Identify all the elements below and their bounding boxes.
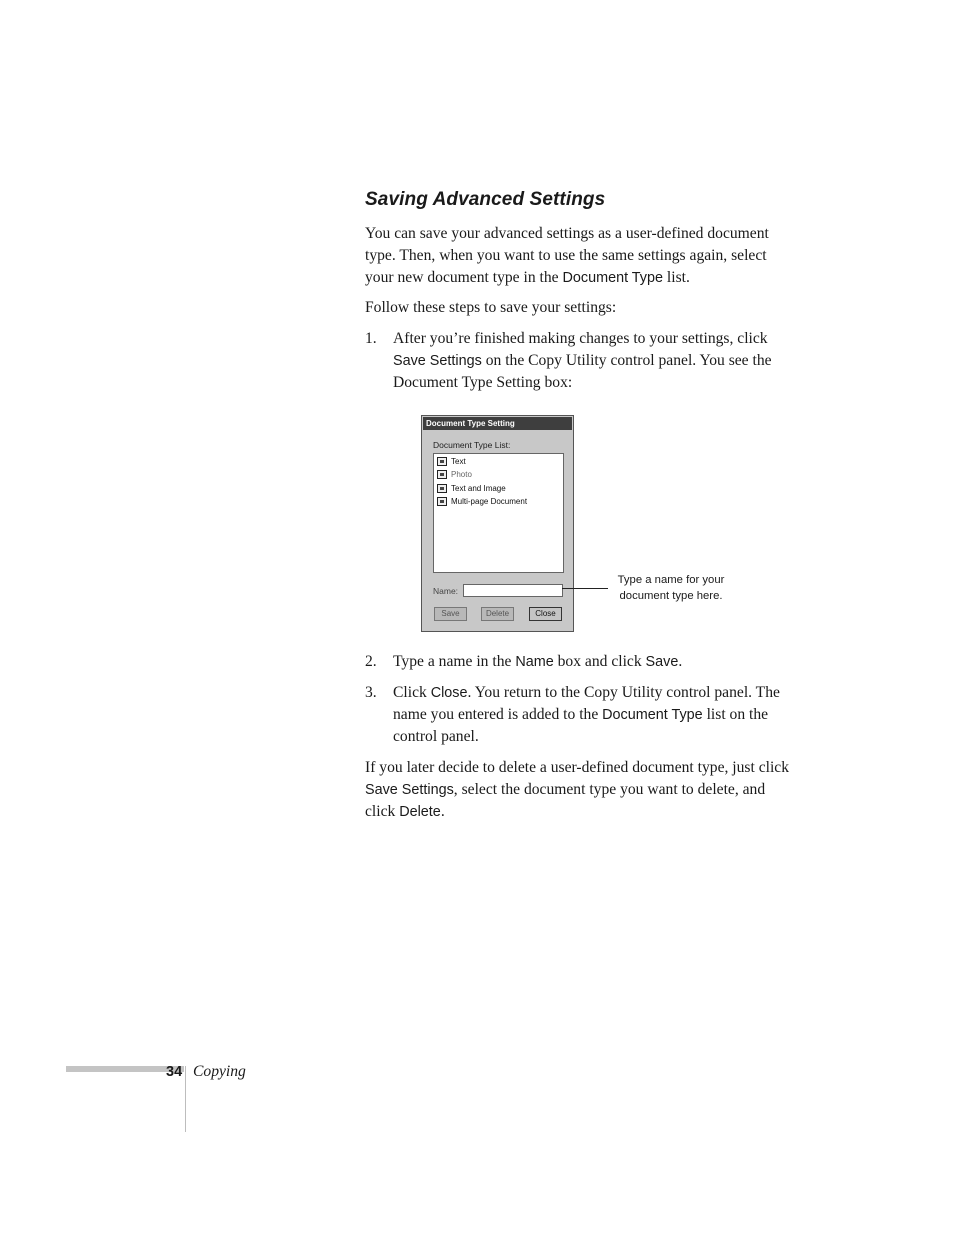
page-number: 34 [166, 1064, 183, 1080]
step-number: 1. [365, 330, 377, 347]
callout-leader-line [562, 588, 608, 589]
list-item-text-and-image[interactable]: Text and Image [437, 484, 506, 496]
list-item-multi-page[interactable]: Multi-page Document [437, 497, 527, 509]
document-type-setting-dialog [421, 415, 574, 632]
document-type-ui-term: Document Type [562, 270, 664, 286]
step-text: Type a name in the Name box and click Save. [393, 653, 683, 670]
multipage-doc-icon [437, 497, 447, 506]
delete-button[interactable]: Delete [481, 607, 514, 621]
step-text: After you’re finished making changes to your settings, click Save Settings on the Copy Utility control panel. You see the Document Type Setting box: [393, 330, 772, 391]
name-input[interactable] [463, 584, 563, 597]
step-number: 3. [365, 684, 377, 701]
document-type-list[interactable] [433, 453, 564, 573]
text-image-doc-icon [437, 484, 447, 493]
step-number: 2. [365, 653, 377, 670]
follow-steps-paragraph: Follow these steps to save your settings: [365, 299, 617, 316]
name-label: Name: [433, 586, 459, 596]
step-text: Click Close. You return to the Copy Utility control panel. The name you entered is added to the Document Type list on the control panel. [393, 684, 780, 745]
list-item-photo[interactable]: Photo [437, 470, 472, 482]
document-type-list-label: Document Type List: [433, 440, 511, 450]
text-doc-icon [437, 457, 447, 466]
name-field-callout: Type a name for your document type here. [617, 574, 725, 602]
list-item-text[interactable]: Text [437, 457, 466, 469]
closing-paragraph: If you later decide to delete a user-defined document type, just click Save Settings, select the document type you want to delete, and click Delete. [365, 759, 790, 820]
section-heading: Saving Advanced Settings [365, 189, 606, 210]
photo-doc-icon [437, 470, 447, 479]
footer-divider [185, 1066, 186, 1132]
close-button[interactable]: Close [529, 607, 562, 621]
dialog-title-bar: Document Type Setting [423, 417, 572, 430]
save-button[interactable]: Save [434, 607, 467, 621]
intro-paragraph: You can save your advanced settings as a user-defined document type. Then, when you want to use the same settings again, select your new document type in the Document Type list. [365, 225, 769, 286]
chapter-name: Copying [193, 1063, 246, 1080]
